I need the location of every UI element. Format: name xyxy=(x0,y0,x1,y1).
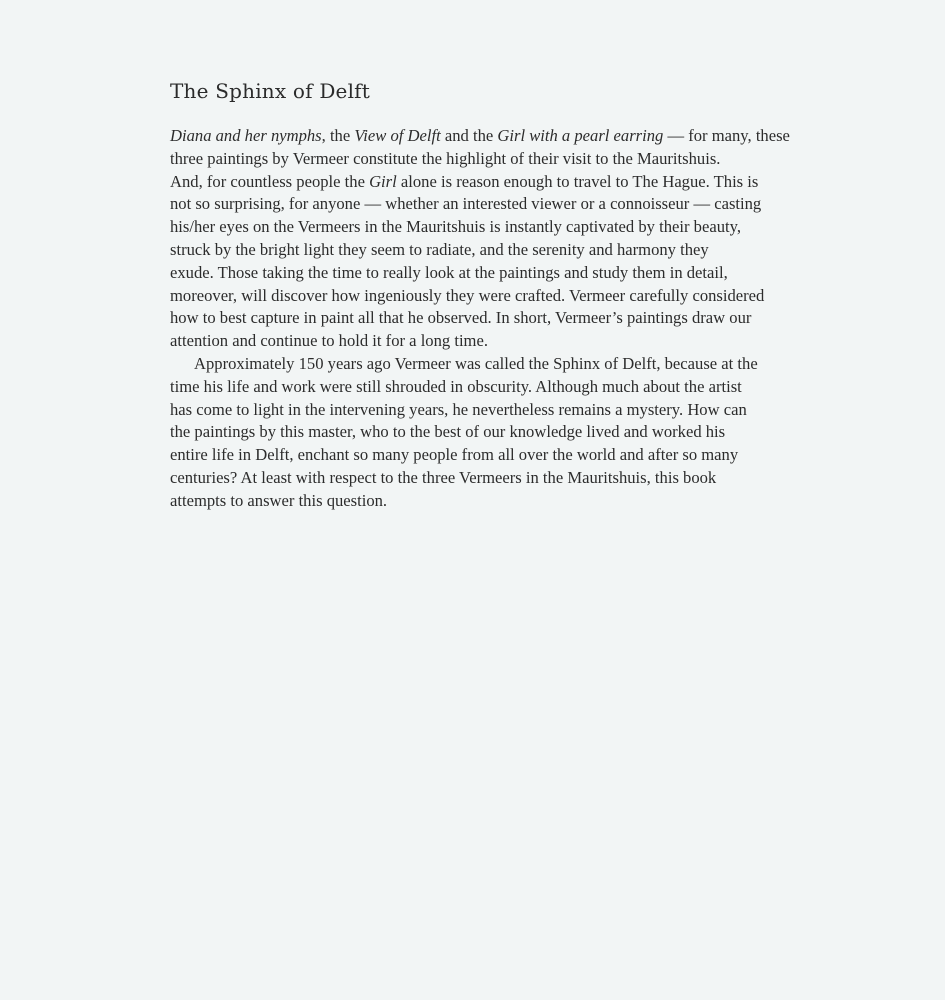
text-line: struck by the bright light they seem to radiate, and the serenity and harmony they xyxy=(170,239,709,259)
text-line: not so surprising, for anyone — whether an interested viewer or a connoisseur — casting xyxy=(170,194,762,214)
text-line: time his life and work were still shrouded in obscurity. Although much about the artist xyxy=(170,376,742,396)
text-line: his/her eyes on the Vermeers in the Mauritshuis is instantly captivated by their beauty, xyxy=(170,217,741,237)
text-run: and the xyxy=(440,126,498,145)
text-line: has come to light in the intervening years, he nevertheless remains a mystery. How can xyxy=(170,399,747,419)
page-title: The Sphinx of Delft xyxy=(170,79,371,103)
text-line: three paintings by Vermeer constitute the highlight of their visit to the Mauritshuis. xyxy=(170,148,721,168)
text-line: how to best capture in paint all that he observed. In short, Vermeer’s paintings draw our xyxy=(170,308,752,328)
paragraph-1 xyxy=(170,125,800,353)
text-line xyxy=(170,125,800,148)
italic-title: Girl with a pearl earring xyxy=(497,126,664,145)
paragraph-2 xyxy=(170,353,800,513)
text-run: — for many, these xyxy=(663,126,790,145)
italic-title: Diana and her nymphs xyxy=(170,126,322,145)
text-run: , the xyxy=(321,126,355,145)
italic-title: Girl xyxy=(369,171,397,191)
text-line: the paintings by this master, who to the best of our knowledge lived and worked his xyxy=(170,422,726,442)
text-line: moreover, will discover how ingeniously they were crafted. Vermeer carefully considered xyxy=(170,285,765,305)
text-line: exude. Those taking the time to really look at the paintings and study them in detail, xyxy=(170,262,728,282)
text-run: alone is reason enough to travel to The Hague. This is xyxy=(396,171,759,191)
body-text xyxy=(170,125,800,513)
text-line: attention and continue to hold it for a long time. xyxy=(170,331,488,351)
text-line xyxy=(170,171,800,194)
text-run: And, for countless people the xyxy=(170,171,370,191)
text-line: centuries? At least with respect to the three Vermeers in the Mauritshuis, this book xyxy=(170,467,717,487)
text-line: Approximately 150 years ago Vermeer was called the Sphinx of Delft, because at the xyxy=(194,353,758,373)
italic-title: View of Delft xyxy=(354,126,441,145)
text-line: attempts to answer this question. xyxy=(170,490,388,510)
text-line: entire life in Delft, enchant so many people from all over the world and after so many xyxy=(170,445,739,465)
